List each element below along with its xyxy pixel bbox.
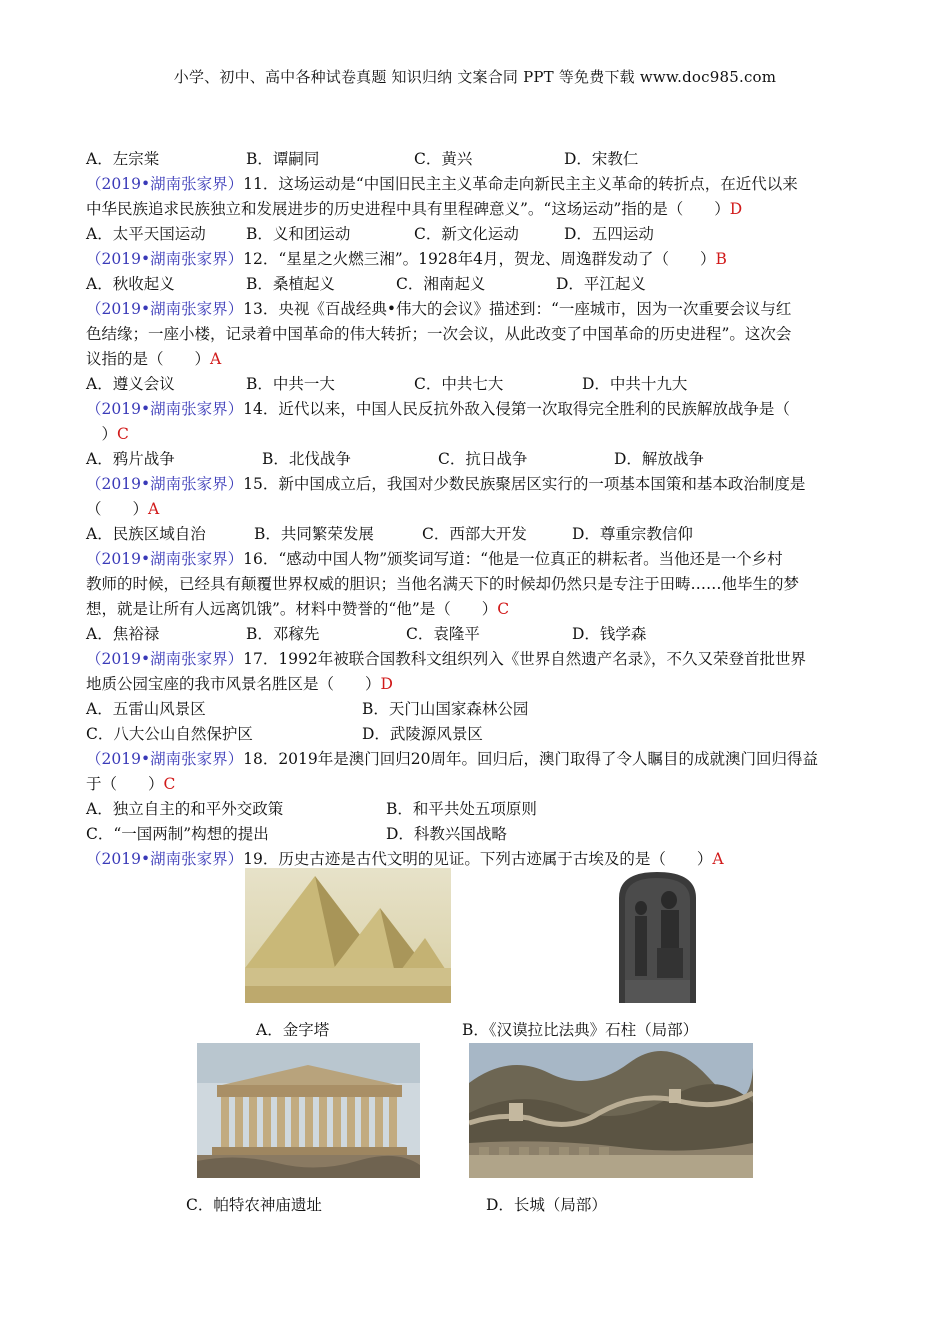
q13-line-2: 色结缘；一座小楼，记录着中国革命的伟大转折；一次会议，从此改变了中国革命的历史进程”。这次会 bbox=[86, 325, 792, 343]
q18-options-row-2: C．“一国两制”构想的提出 D．科教兴国战略 bbox=[86, 825, 507, 843]
q12-answer: B bbox=[715, 250, 727, 268]
great-wall-image bbox=[469, 1043, 753, 1178]
q12-options: A．秋收起义 B．桑植起义 C．湘南起义 D．平江起义 bbox=[86, 275, 646, 293]
q12-line-1: （2019•湖南张家界）12．“星星之火燃三湘”。1928年4月，贺龙、周逸群发动了（ ）B bbox=[86, 250, 727, 268]
q16-options: A．焦裕禄 B．邓稼先 C．袁隆平 D．钱学森 bbox=[86, 625, 647, 643]
q19-line-1: （2019•湖南张家界）19．历史古迹是古代文明的见证。下列古迹属于古埃及的是（ ）A bbox=[86, 850, 724, 868]
q10-option-a: A．左宗棠 bbox=[86, 150, 160, 168]
q10-option-d: D．宋教仁 bbox=[564, 150, 639, 168]
q16-answer: C bbox=[497, 600, 510, 618]
q19-answer: A bbox=[712, 850, 724, 868]
q11-line-2: 中华民族追求民族独立和发展进步的历史进程中具有里程碑意义”。“这场运动”指的是（ ）D bbox=[86, 200, 743, 218]
q15-answer: A bbox=[148, 500, 160, 518]
q18-answer: C bbox=[163, 775, 176, 793]
q16-line-2: 教师的时候，已经具有颠覆世界权威的胆识；当他名满天下的时候却仍然只是专注于田畴……他毕生的梦 bbox=[86, 575, 800, 593]
q19-source: （2019•湖南张家界） bbox=[86, 850, 244, 868]
q18-options-row-1: A．独立自主的和平外交政策 B．和平共处五项原则 bbox=[86, 800, 537, 818]
q11-line-1: （2019•湖南张家界）11．这场运动是“中国旧民主主义革命走向新民主主义革命的转折点，在近代以来 bbox=[86, 175, 798, 193]
q14-line-1: （2019•湖南张家界）14．近代以来，中国人民反抗外敌入侵第一次取得完全胜利的民族解放战争是（ bbox=[86, 400, 790, 418]
q13-line-3: 议指的是（ ）A bbox=[86, 350, 222, 368]
q15-line-1: （2019•湖南张家界）15．新中国成立后，我国对少数民族聚居区实行的一项基本国策和基本政治制度是 bbox=[86, 475, 806, 493]
pyramids-image bbox=[245, 868, 451, 1003]
figure-a-caption: A．金字塔 bbox=[256, 1021, 330, 1039]
q13-line-1: （2019•湖南张家界）13．央视《百战经典•伟大的会议》描述到：“一座城市，因为一次重要会议与红 bbox=[86, 300, 792, 318]
q18-line-2: 于（ ）C bbox=[86, 775, 176, 793]
q14-line-2: ）C bbox=[86, 425, 129, 443]
q11-answer: D bbox=[729, 200, 743, 218]
page-header: 小学、初中、高中各种试卷真题 知识归纳 文案合同 PPT 等免费下载 www.doc985.com bbox=[173, 68, 777, 86]
hammurabi-stele-image bbox=[611, 868, 704, 1003]
q17-options-row-2: C．八大公山自然保护区 D．武陵源风景区 bbox=[86, 725, 483, 743]
q14-source: （2019•湖南张家界） bbox=[86, 400, 244, 418]
figure-b-caption: B．《汉谟拉比法典》石柱（局部） bbox=[462, 1021, 699, 1039]
q17-line-1: （2019•湖南张家界）17．1992年被联合国教科文组织列入《世界自然遗产名录》，不久又荣登首批世界 bbox=[86, 650, 807, 668]
q13-options: A．遵义会议 B．中共一大 C．中共七大 D．中共十九大 bbox=[86, 375, 688, 393]
q17-line-2: 地质公园宝座的我市风景名胜区是（ ）D bbox=[86, 675, 393, 693]
q10-option-b: B．谭嗣同 bbox=[246, 150, 320, 168]
q16-source: （2019•湖南张家界） bbox=[86, 550, 244, 568]
q18-line-1: （2019•湖南张家界）18．2019年是澳门回归20周年。回归后，澳门取得了令人瞩目的成就澳门回归得益 bbox=[86, 750, 818, 768]
q15-options: A．民族区域自治 B．共同繁荣发展 C．西部大开发 D．尊重宗教信仰 bbox=[86, 525, 693, 543]
q11-options: A．太平天国运动 B．义和团运动 C．新文化运动 D．五四运动 bbox=[86, 225, 654, 243]
q15-source: （2019•湖南张家界） bbox=[86, 475, 244, 493]
q15-line-2: （ ）A bbox=[86, 500, 160, 518]
q10-options bbox=[86, 147, 870, 172]
q17-options-row-1: A．五雷山风景区 B．天门山国家森林公园 bbox=[86, 700, 529, 718]
q16-line-3: 想，就是让所有人远离饥饿”。材料中赞誉的“他”是（ ）C bbox=[86, 600, 510, 618]
parthenon-image bbox=[197, 1043, 420, 1178]
q13-answer: A bbox=[210, 350, 222, 368]
q18-source: （2019•湖南张家界） bbox=[86, 750, 244, 768]
q14-answer: C bbox=[117, 425, 129, 443]
figure-c-caption: C．帕特农神庙遗址 bbox=[186, 1196, 322, 1214]
question-list bbox=[86, 147, 870, 872]
figure-d-caption: D．长城（局部） bbox=[486, 1196, 607, 1214]
q12-source: （2019•湖南张家界） bbox=[86, 250, 244, 268]
q16-line-1: （2019•湖南张家界）16．“感动中国人物”颁奖词写道：“他是一位真正的耕耘者。当他还是一个乡村 bbox=[86, 550, 783, 568]
q11-source: （2019•湖南张家界） bbox=[86, 175, 244, 193]
q13-source: （2019•湖南张家界） bbox=[86, 300, 244, 318]
q17-answer: D bbox=[380, 675, 393, 693]
q17-source: （2019•湖南张家界） bbox=[86, 650, 244, 668]
q14-options: A．鸦片战争 B．北伐战争 C．抗日战争 D．解放战争 bbox=[86, 450, 704, 468]
q10-option-c: C．黄兴 bbox=[414, 150, 473, 168]
